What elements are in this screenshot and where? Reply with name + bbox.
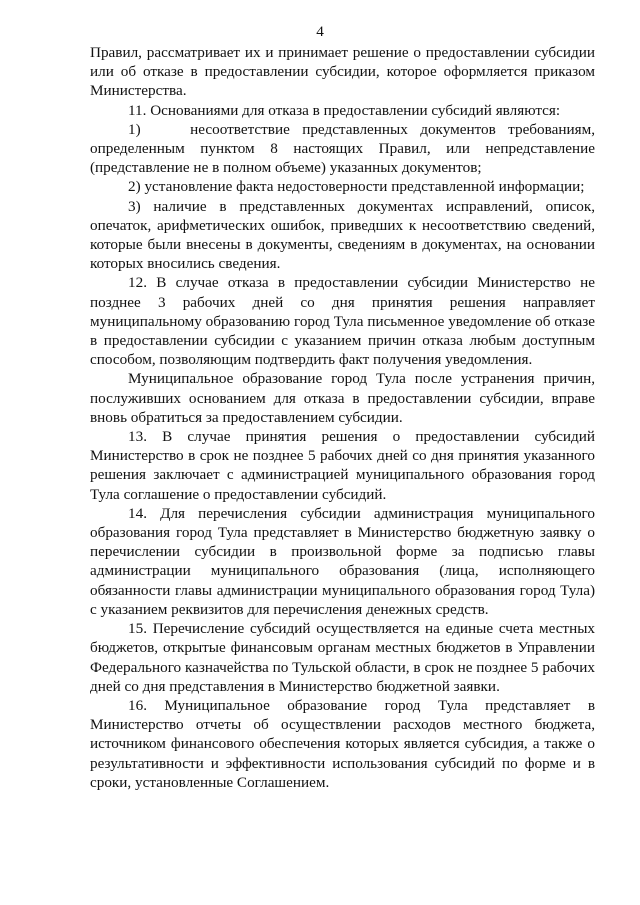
paragraph-11-item-2: 2) установление факта недостоверности представленной информации;: [128, 178, 585, 196]
paragraph-16: 16. Муниципальное образование город Тула представляет в Министерство отчеты об осуществлении расходов местного бюджета, источником финансового обеспечения которых является субсидия, а также о результативности и эффективности использования субсидий по форме и в сроки, установленные Соглашением.: [90, 696, 595, 791]
paragraph-14: 14. Для перечисления субсидии администрация муниципального образования город Тула представляет в Министерство бюджетную заявку о перечислении субсидии в произвольной форме за подписью главы администрации муниципального образования (лица, исполняющего обязанности главы администрации муниципального образования город Тула) с указанием реквизитов для перечисления денежных средств.: [90, 504, 595, 618]
paragraph-11: 11. Основаниями для отказа в предоставлении субсидий являются:: [128, 101, 561, 119]
paragraph-11-item-1: 1) несоответствие представленных документов требованиям, определенным пунктом 8 настоящих Правил, или непредставление (представление не в полном объеме) указанных документов;: [90, 120, 595, 177]
page-number: 4: [316, 23, 324, 40]
paragraph-15: 15. Перечисление субсидий осуществляется на единые счета местных бюджетов, открытые финансовым органам местных бюджетов в Управлении Федерального казначейства по Тульской области, в срок не позднее 5 рабочих дней со дня представления в Министерство бюджетной заявки.: [90, 620, 595, 695]
paragraph-11-item-3: 3) наличие в представленных документах исправлений, описок, опечаток, арифметических ошибок, приведших к несоответствию сведений, которые были внесены в документы, сведениям в документах, на основании которых вносились сведения.: [90, 197, 595, 273]
paragraph-continuation: Правил, рассматривает их и принимает решение о предоставлении субсидии или об отказе в предоставлении субсидии, которое оформляется приказом Министерства.: [90, 44, 595, 100]
paragraph-12: 12. В случае отказа в предоставлении субсидии Министерство не позднее 3 рабочих дней со дня принятия решения направляет муниципальному образованию город Тула письменное уведомление об отказе в предоставлении субсидии с указанием причин отказа любым доступным способом, позволяющим подтвердить факт получения уведомления.: [90, 274, 595, 369]
paragraph-13: 13. В случае принятия решения о предоставлении субсидий Министерство в срок не позднее 5 рабочих дней со дня принятия указанного решения заключает с администрацией муниципального образования город Тула соглашение о предоставлении субсидий.: [90, 428, 595, 503]
paragraph-12-second: Муниципальное образование город Тула после устранения причин, послуживших основанием для отказа в предоставлении субсидии, вправе вновь обратиться за предоставлением субсидии.: [90, 370, 595, 426]
document-body: [90, 43, 595, 792]
